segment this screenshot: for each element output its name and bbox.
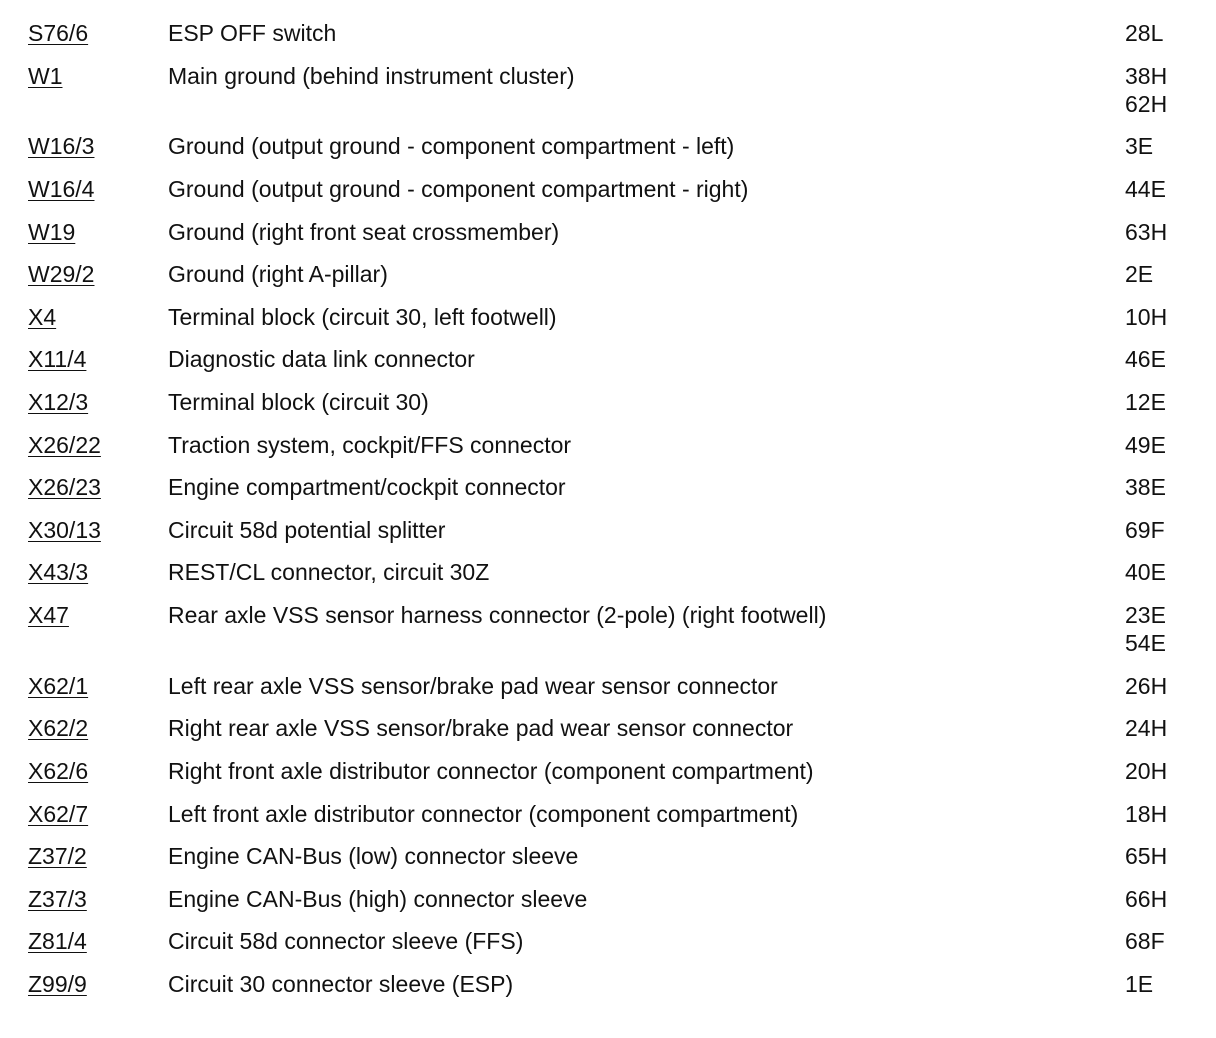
table-row (0, 516, 1216, 559)
component-description: Ground (right A-pillar) (168, 261, 388, 288)
table-row (0, 714, 1216, 757)
grid-locations (1125, 672, 1167, 700)
grid-location: 26H (1125, 672, 1168, 699)
table-row (0, 19, 1216, 62)
grid-locations (1125, 601, 1166, 657)
component-code-link[interactable]: X62/1 (28, 672, 89, 699)
grid-locations (1125, 303, 1167, 331)
grid-locations (1125, 516, 1165, 544)
grid-location: 44E (1125, 175, 1166, 202)
component-description: Right rear axle VSS sensor/brake pad wear sensor connector (168, 715, 794, 742)
grid-location: 62H (1125, 90, 1168, 117)
table-row (0, 927, 1216, 970)
component-code-link[interactable]: X26/23 (28, 474, 101, 501)
table-row (0, 388, 1216, 431)
component-code-link[interactable]: W1 (28, 62, 63, 89)
grid-location: 1E (1125, 970, 1154, 997)
grid-locations (1125, 473, 1166, 501)
grid-locations (1125, 132, 1153, 160)
grid-location: 20H (1125, 757, 1168, 784)
grid-location: 12E (1125, 388, 1166, 415)
grid-location: 10H (1125, 303, 1168, 330)
grid-locations (1125, 927, 1165, 955)
table-row (0, 62, 1216, 133)
component-code-link[interactable]: X4 (28, 303, 57, 330)
grid-location: 46E (1125, 346, 1166, 373)
component-description: Engine CAN-Bus (low) connector sleeve (168, 843, 579, 870)
grid-location: 38H (1125, 62, 1168, 89)
table-row (0, 175, 1216, 218)
grid-locations (1125, 714, 1167, 742)
component-description: Ground (output ground - component compartment - right) (168, 175, 749, 202)
table-row (0, 842, 1216, 885)
component-code-link[interactable]: Z37/2 (28, 843, 87, 870)
grid-locations (1125, 885, 1167, 913)
component-code-link[interactable]: X12/3 (28, 388, 89, 415)
grid-location: 69F (1125, 516, 1165, 543)
table-row (0, 431, 1216, 474)
component-description: Circuit 58d connector sleeve (FFS) (168, 928, 524, 955)
component-code-link[interactable]: W16/3 (28, 133, 95, 160)
component-code-link[interactable]: Z81/4 (28, 928, 87, 955)
grid-location: 2E (1125, 261, 1154, 288)
table-row (0, 970, 1216, 1013)
grid-location: 40E (1125, 559, 1166, 586)
grid-locations (1125, 260, 1153, 288)
grid-location: 24H (1125, 715, 1168, 742)
grid-locations (1125, 218, 1167, 246)
component-description: ESP OFF switch (168, 20, 337, 46)
table-row (0, 473, 1216, 516)
grid-locations (1125, 62, 1167, 118)
grid-location: 68F (1125, 928, 1165, 955)
grid-location: 28L (1125, 20, 1164, 46)
table-row (0, 132, 1216, 175)
component-code-link[interactable]: X62/2 (28, 715, 89, 742)
component-description: Terminal block (circuit 30, left footwell) (168, 303, 557, 330)
table-row (0, 800, 1216, 843)
component-code-link[interactable]: X30/13 (28, 516, 101, 543)
grid-location: 63H (1125, 218, 1168, 245)
component-code-link[interactable]: X43/3 (28, 559, 89, 586)
grid-location: 49E (1125, 431, 1166, 458)
grid-location: 23E (1125, 601, 1166, 628)
table-row (0, 601, 1216, 672)
component-description: Rear axle VSS sensor harness connector (2-pole) (right footwell) (168, 601, 827, 628)
component-code-link[interactable]: S76/6 (28, 20, 89, 46)
component-description: Right front axle distributor connector (component compartment) (168, 757, 814, 784)
component-legend-table (0, 19, 1216, 1012)
table-row (0, 303, 1216, 346)
component-code-link[interactable]: X47 (28, 601, 69, 628)
grid-location: 65H (1125, 843, 1168, 870)
component-description: Main ground (behind instrument cluster) (168, 62, 575, 89)
component-description: Engine compartment/cockpit connector (168, 474, 566, 501)
grid-locations (1125, 800, 1167, 828)
component-description: Circuit 30 connector sleeve (ESP) (168, 970, 514, 997)
component-code-link[interactable]: W19 (28, 218, 76, 245)
table-row (0, 558, 1216, 601)
grid-locations (1125, 842, 1167, 870)
component-code-link[interactable]: W16/4 (28, 175, 95, 202)
table-row (0, 672, 1216, 715)
grid-location: 3E (1125, 133, 1154, 160)
table-row (0, 345, 1216, 388)
component-code-link[interactable]: Z37/3 (28, 885, 87, 912)
grid-locations (1125, 388, 1166, 416)
component-code-link[interactable]: X26/22 (28, 431, 101, 458)
grid-locations (1125, 431, 1166, 459)
component-description: Left front axle distributor connector (component compartment) (168, 800, 799, 827)
table-row (0, 218, 1216, 261)
component-code-link[interactable]: X11/4 (28, 346, 87, 373)
grid-locations (1125, 970, 1153, 998)
table-row (0, 260, 1216, 303)
component-code-link[interactable]: X62/7 (28, 800, 89, 827)
component-description: Terminal block (circuit 30) (168, 388, 429, 415)
grid-location: 54E (1125, 629, 1166, 656)
grid-locations (1125, 558, 1166, 586)
grid-location: 38E (1125, 474, 1166, 501)
grid-locations (1125, 345, 1166, 373)
component-code-link[interactable]: W29/2 (28, 261, 95, 288)
grid-location: 18H (1125, 800, 1168, 827)
grid-locations (1125, 757, 1167, 785)
component-description: Traction system, cockpit/FFS connector (168, 431, 572, 458)
component-description: Diagnostic data link connector (168, 346, 475, 373)
component-code-link[interactable]: Z99/9 (28, 970, 87, 997)
grid-locations (1125, 175, 1166, 203)
table-row (0, 885, 1216, 928)
component-description: Ground (output ground - component compartment - left) (168, 133, 735, 160)
component-description: REST/CL connector, circuit 30Z (168, 559, 490, 586)
component-description: Circuit 58d potential splitter (168, 516, 446, 543)
table-row (0, 757, 1216, 800)
grid-location: 66H (1125, 885, 1168, 912)
component-description: Engine CAN-Bus (high) connector sleeve (168, 885, 588, 912)
component-description: Left rear axle VSS sensor/brake pad wear sensor connector (168, 672, 778, 699)
grid-locations (1125, 19, 1163, 47)
component-description: Ground (right front seat crossmember) (168, 218, 560, 245)
component-code-link[interactable]: X62/6 (28, 757, 89, 784)
